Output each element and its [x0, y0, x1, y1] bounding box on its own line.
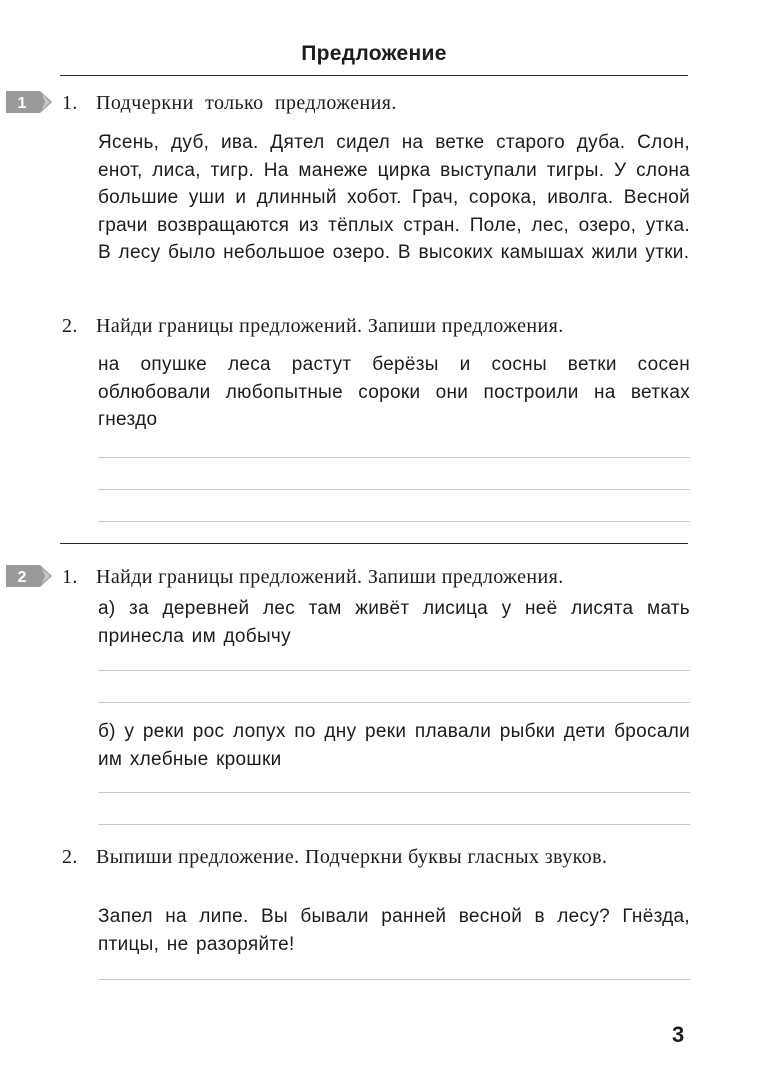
writing-line[interactable] — [98, 670, 690, 671]
section-marker-2 — [6, 565, 52, 587]
writing-line[interactable] — [98, 792, 690, 793]
task-2-2-instruction — [62, 844, 690, 871]
task-2-2-text: Запел на липе. Вы бывали ранней весной в лесу? Гнёзда, птицы, не разоряйте! — [98, 906, 690, 955]
writing-line[interactable] — [98, 979, 690, 980]
section-divider — [60, 543, 688, 544]
task-instruction: Найди границы предложений. Запиши предложения. — [96, 566, 564, 588]
task-1-1-instruction — [62, 90, 690, 117]
task-1-2-text: на опушке леса растут берёзы и сосны ветки сосен облюбовали любопытные сороки они построили на ветках гнездо — [98, 354, 690, 430]
page-title: Предложение — [301, 42, 447, 65]
task-1-2-instruction — [62, 313, 690, 340]
section-marker-number: 2 — [17, 569, 27, 586]
task-2-1-instruction — [62, 564, 690, 591]
task-2-1-text-b: б) у реки рос лопух по дну реки плавали рыбки дети бросали им хлебные крошки — [98, 721, 690, 770]
section-marker-number: 1 — [17, 95, 27, 112]
task-instruction: Выпиши предложение. Подчеркни буквы гласных звуков. — [96, 846, 608, 868]
task-number: 2. — [62, 315, 78, 337]
writing-line[interactable] — [98, 824, 690, 825]
task-instruction: Подчеркни только предложения. — [96, 92, 397, 114]
task-number: 1. — [62, 566, 78, 588]
section-marker-badge — [6, 91, 52, 113]
section-marker-badge — [6, 565, 52, 587]
title-rule — [60, 75, 688, 76]
writing-line[interactable] — [98, 489, 690, 490]
writing-line[interactable] — [98, 521, 690, 522]
task-number: 1. — [62, 92, 78, 114]
page-number: 3 — [672, 1022, 685, 1047]
section-marker-1 — [6, 91, 52, 113]
task-number: 2. — [62, 846, 78, 868]
writing-line[interactable] — [98, 457, 690, 458]
writing-line[interactable] — [98, 702, 690, 703]
task-instruction: Найди границы предложений. Запиши предложения. — [96, 315, 564, 337]
task-1-1-text: Ясень, дуб, ива. Дятел сидел на ветке старого дуба. Слон, енот, лиса, тигр. На манеже цирка выступали тигры. У слона большие уши и длинный хобот. Грач, сорока, иволга. Весной грачи возвращаются из тёплых стран. Поле, лес, озеро, утка. В лесу было небольшое озеро. В высоких камышах жили утки. — [98, 132, 690, 263]
task-2-1-text-a: а) за деревней лес там живёт лисица у неё лисята мать принесла им добычу — [98, 598, 690, 647]
